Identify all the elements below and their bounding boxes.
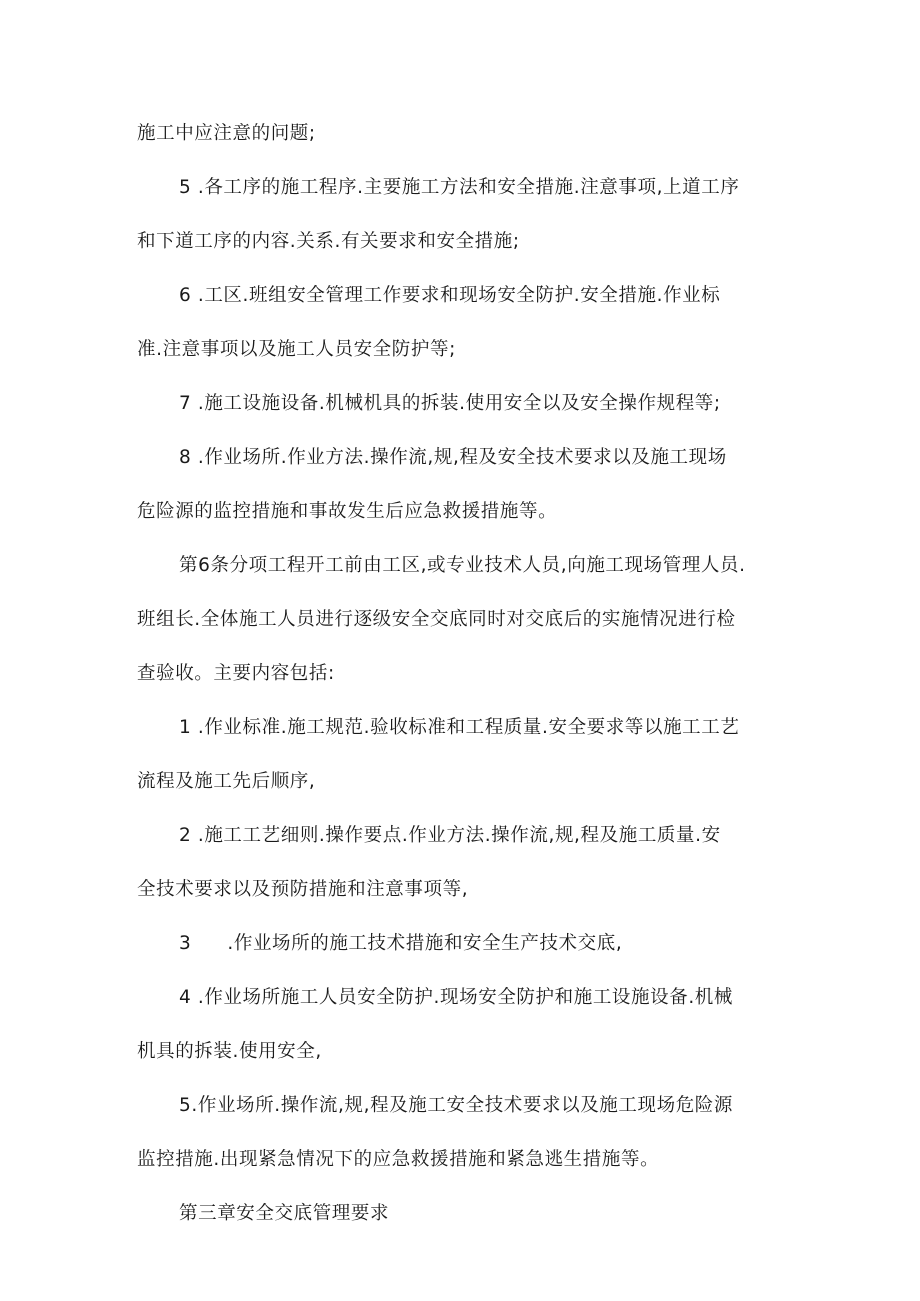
document-body bbox=[137, 116, 797, 1250]
list-item-5: 5 .各工序的施工程序.主要施工方法和安全措施.注意事项,上道工序 bbox=[179, 177, 740, 198]
list-item-3 bbox=[137, 926, 797, 980]
article-6-paragraph: 第6条分项工程开工前由工区,或专业技术人员,向施工现场管理人员. bbox=[179, 555, 746, 576]
text-line: 查验收。主要内容包括: bbox=[137, 663, 335, 684]
text-line: 机具的拆装.使用安全, bbox=[137, 1041, 322, 1062]
list-item-7: 7 .施工设施设备.机械机具的拆装.使用安全以及安全操作规程等; bbox=[179, 393, 721, 414]
list-item-text: .作业场所的施工技术措施和安全生产技术交底, bbox=[227, 933, 623, 954]
list-number: 3 bbox=[179, 933, 192, 954]
text-line: 施工中应注意的问题; bbox=[137, 123, 316, 144]
list-item-6: 6 .工区.班组安全管理工作要求和现场安全防护.安全措施.作业标 bbox=[179, 285, 721, 306]
list-item-5b: 5.作业场所.操作流,规,程及施工安全技术要求以及施工现场危险源 bbox=[179, 1095, 733, 1116]
list-item-2: 2 .施工工艺细则.操作要点.作业方法.操作流,规,程及施工质量.安 bbox=[179, 825, 721, 846]
text-line: 监控措施.出现紧急情况下的应急救援措施和紧急逃生措施等。 bbox=[137, 1149, 660, 1170]
list-item-1: 1 .作业标准.施工规范.验收标准和工程质量.安全要求等以施工工艺 bbox=[179, 717, 740, 738]
chapter-heading: 第三章安全交底管理要求 bbox=[179, 1203, 390, 1224]
text-line: 和下道工序的内容.关系.有关要求和安全措施; bbox=[137, 231, 520, 252]
list-item-4: 4 .作业场所施工人员安全防护.现场安全防护和施工设施设备.机械 bbox=[179, 987, 733, 1008]
text-line: 准.注意事项以及施工人员安全防护等; bbox=[137, 339, 456, 360]
text-line: 全技术要求以及预防措施和注意事项等, bbox=[137, 879, 469, 900]
text-line: 危险源的监控措施和事故发生后应急救援措施等。 bbox=[137, 501, 558, 522]
text-line: 班组长.全体施工人员进行逐级安全交底同时对交底后的实施情况进行检 bbox=[137, 609, 736, 630]
text-line: 流程及施工先后顺序, bbox=[137, 771, 316, 792]
list-item-8: 8 .作业场所.作业方法.操作流,规,程及安全技术要求以及施工现场 bbox=[179, 447, 727, 468]
